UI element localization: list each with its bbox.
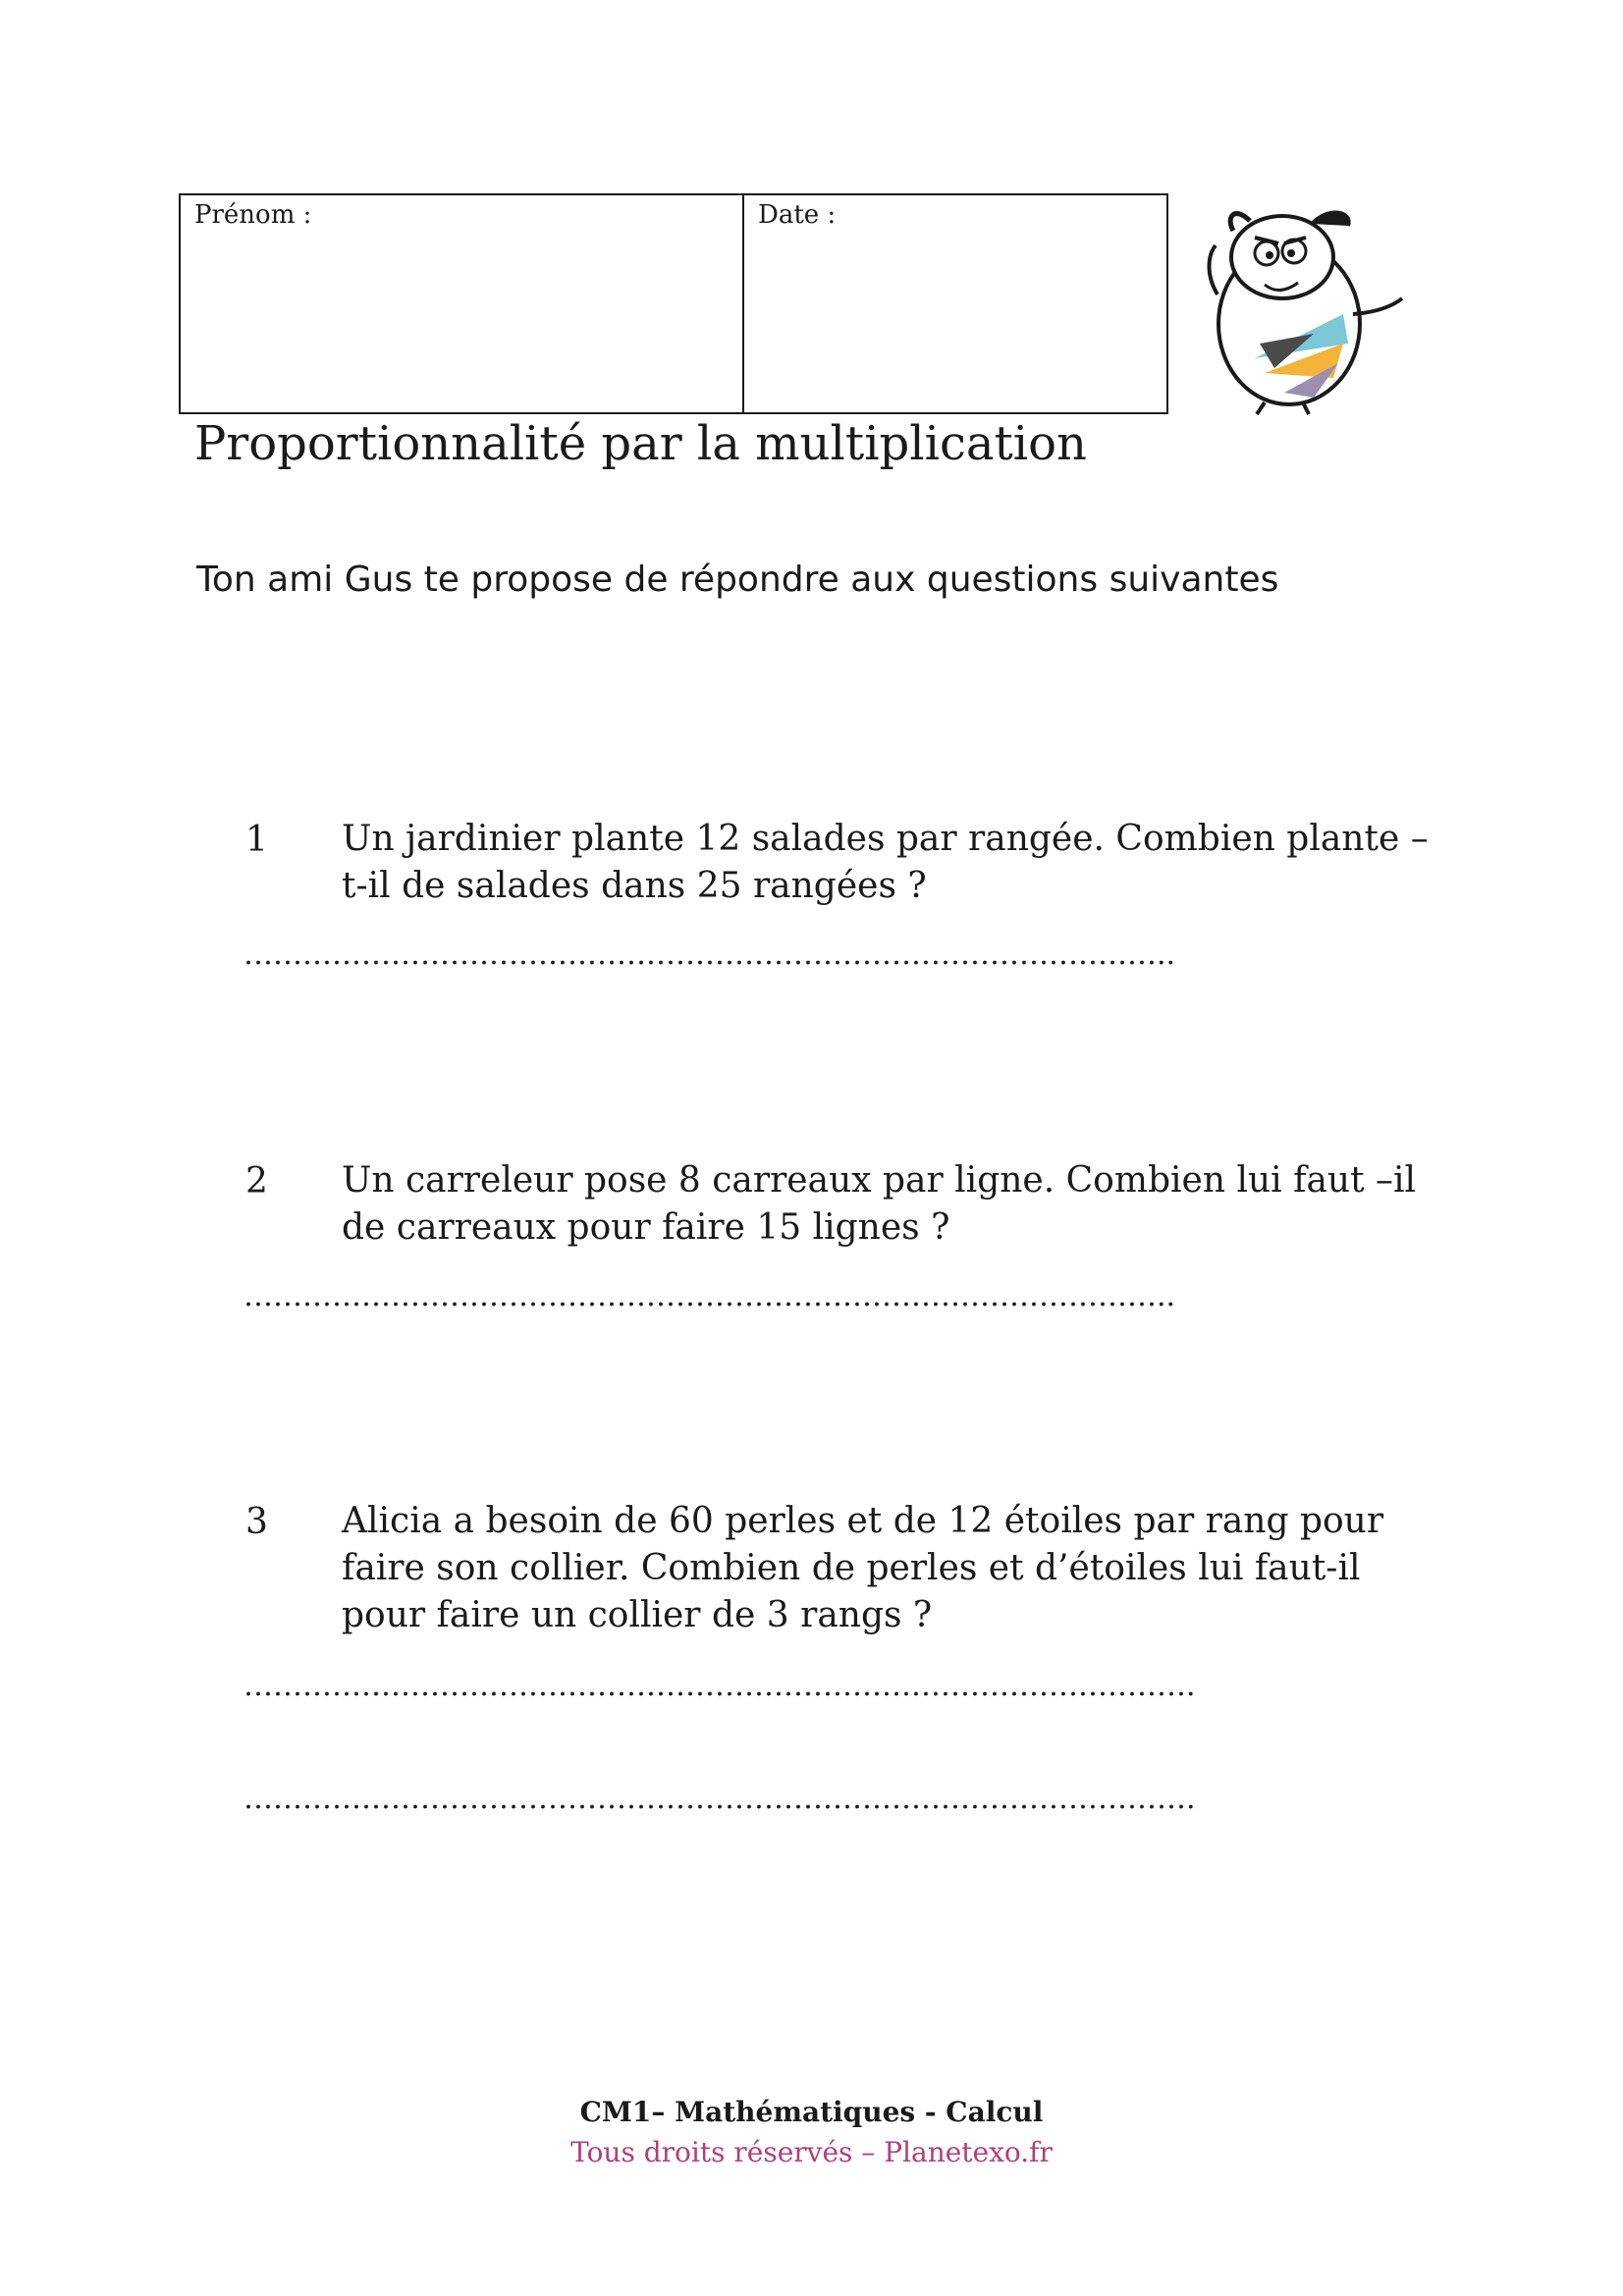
question-text: Un jardinier plante 12 salades par rangée. Combien plante – t-il de salades dans 25 rangées ? (342, 819, 1429, 906)
footer-course: CM1– Mathématiques - Calcul (579, 2096, 1044, 2128)
footer-rights: Tous droits réservés – Planetexo.fr (570, 2136, 1053, 2168)
page-title: Proportionnalité par la multiplication (194, 416, 1087, 471)
question-number: 3 (245, 1502, 268, 1542)
date-field[interactable] (744, 195, 1166, 412)
instructions: Ton ami Gus te propose de répondre aux questions suivantes (196, 560, 1279, 600)
gus-mascot-icon (1196, 196, 1412, 417)
question-text: Un carreleur pose 8 carreaux par ligne. Combien lui faut –il de carreaux pour faire 15 lignes ? (342, 1160, 1417, 1248)
question-text: Alicia a besoin de 60 perles et de 12 étoiles par rang pour faire son collier. Combien de perles et d’étoiles lui faut-il pour faire un collier de 3 rangs ? (342, 1501, 1384, 1635)
student-info-box (179, 193, 1168, 414)
date-label: Date : (758, 200, 837, 230)
question-number: 1 (245, 820, 268, 860)
answer-line-1[interactable]: ………………………………………………………………………………….. (243, 937, 1176, 972)
answer-line-2[interactable]: ………………………………………………………………………………….. (243, 1279, 1176, 1313)
question-number: 2 (245, 1161, 268, 1201)
answer-line-3a[interactable]: ……………………………………………………………………………………. (243, 1669, 1196, 1703)
name-field[interactable] (181, 195, 744, 412)
name-label: Prénom : (194, 200, 312, 230)
answer-line-3b[interactable]: ……………………………………………………………………………………. (243, 1782, 1196, 1816)
